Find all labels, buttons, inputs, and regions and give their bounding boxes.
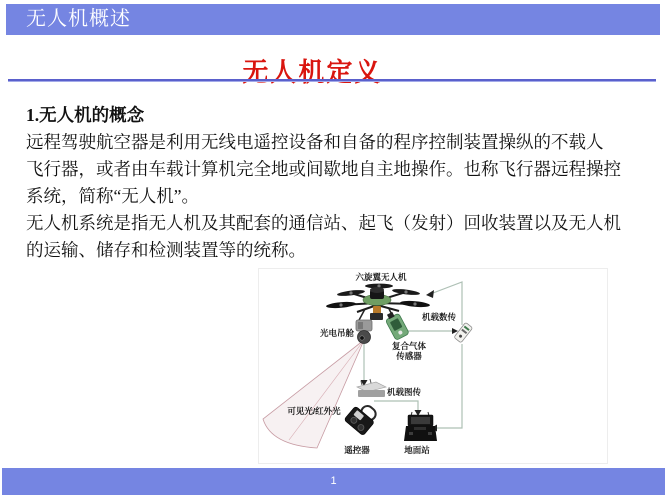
uav-system-diagram: [258, 268, 608, 464]
datalink-device: [454, 322, 473, 343]
visible-infrared-label: 可见光/红外光: [287, 406, 341, 416]
vision-cone: [263, 340, 364, 448]
body-line: 无人机系统是指无人机及其配套的通信站、起飞（发射）回收装置以及无人机: [26, 213, 621, 233]
slide-header-bar: [6, 4, 660, 35]
header-title: 无人机概述: [26, 8, 131, 30]
gas-sensor-label-line1: 复合气体: [391, 341, 427, 351]
video-link-label: 机载图传: [387, 387, 422, 397]
page-number: 1: [330, 475, 337, 487]
ground-station-label: 地面站: [404, 445, 430, 455]
eo-pod-label: 光电吊舱: [319, 328, 354, 338]
title-divider: [8, 79, 656, 82]
drone-label: 六旋翼无人机: [355, 272, 407, 282]
body-text-block: [26, 102, 646, 264]
page-title: 无人机定义: [242, 58, 383, 87]
body-line: 飞行器，或者由车载计算机完全地或间歇地自主地操作。也称飞行器远程操控: [26, 159, 621, 179]
gas-sensor: [383, 310, 409, 341]
body-line: 系统，简称“无人机”。: [26, 186, 200, 206]
datalink-label: 机载数传: [421, 312, 457, 322]
video-link-device: [357, 379, 386, 397]
body-line: 远程驾驶航空器是利用无线电遥控设备和自备的程序控制装置操纵的不载人: [26, 132, 604, 152]
gas-sensor-label-line2: 传感器: [396, 351, 422, 361]
ground-station: [404, 412, 437, 441]
remote-controller: [344, 399, 381, 436]
eo-pod: [356, 320, 372, 344]
footer-bar: [2, 468, 665, 495]
body-line: 的运输、储存和检测装置等的统称。: [26, 240, 306, 260]
remote-label: 遥控器: [344, 445, 370, 455]
hexacopter-drone: [326, 284, 430, 322]
section-heading: 1.无人机的概念: [26, 105, 145, 125]
